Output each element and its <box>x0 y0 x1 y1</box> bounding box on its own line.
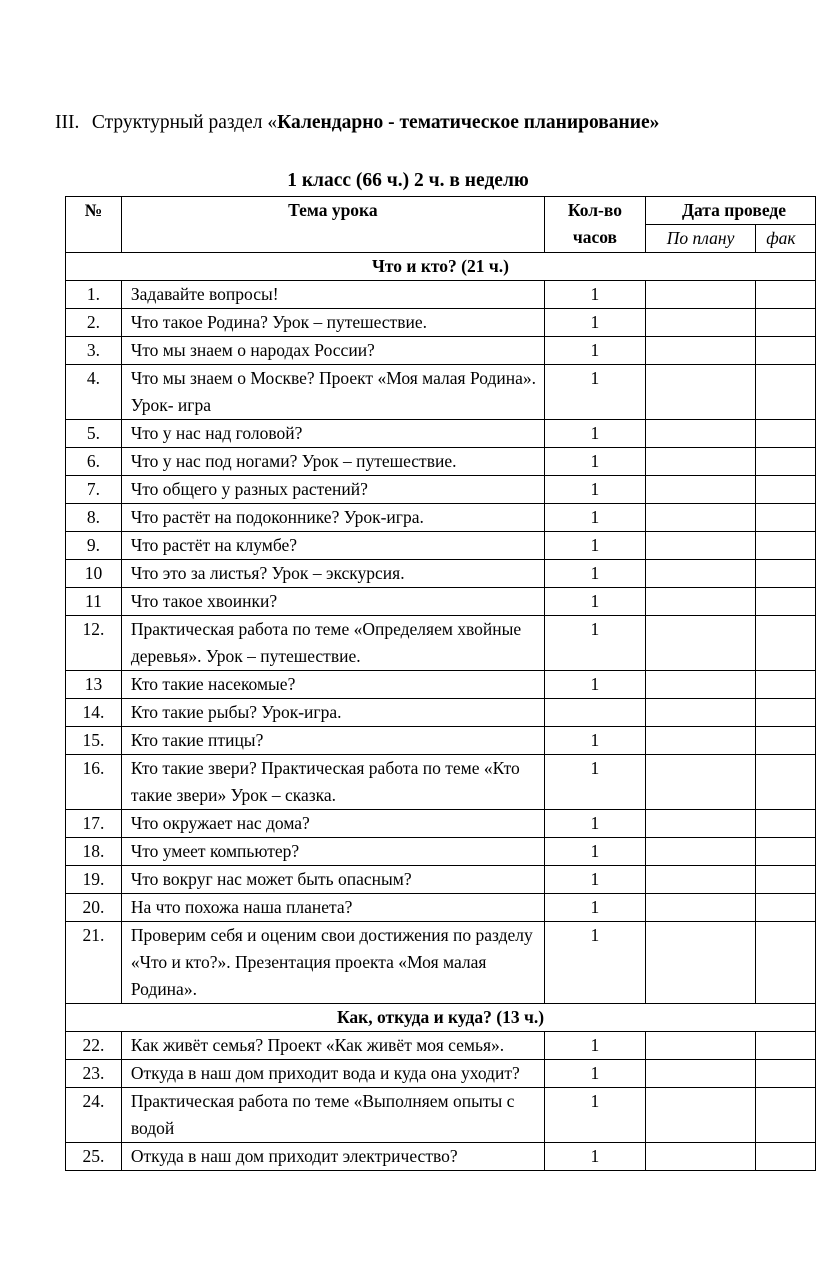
table-row <box>66 337 816 365</box>
row-topic: Что вокруг нас может быть опасным? <box>121 866 544 894</box>
row-number: 8. <box>66 504 122 532</box>
row-date-fact[interactable] <box>756 838 816 866</box>
row-number: 15. <box>66 727 122 755</box>
header-hours-line1: Кол-во <box>567 200 622 220</box>
table-row <box>66 281 816 309</box>
row-topic: Что растёт на подоконнике? Урок-игра. <box>121 504 544 532</box>
row-date-plan[interactable] <box>645 1088 755 1143</box>
row-date-plan[interactable] <box>645 504 755 532</box>
row-topic: Практическая работа по теме «Определяем хвойные деревья». Урок – путешествие. <box>121 616 544 671</box>
row-number: 16. <box>66 755 122 810</box>
row-date-fact[interactable] <box>756 699 816 727</box>
table-row <box>66 838 816 866</box>
row-number: 5. <box>66 420 122 448</box>
row-date-plan[interactable] <box>645 448 755 476</box>
row-topic: Что такое Родина? Урок – путешествие. <box>121 309 544 337</box>
row-topic: Что такое хвоинки? <box>121 588 544 616</box>
table-row <box>66 560 816 588</box>
table-row <box>66 1088 816 1143</box>
row-date-plan[interactable] <box>645 838 755 866</box>
row-topic: Откуда в наш дом приходит электричество? <box>121 1143 544 1171</box>
row-number: 18. <box>66 838 122 866</box>
page-subtitle <box>0 170 816 192</box>
row-date-plan[interactable] <box>645 420 755 448</box>
row-number: 6. <box>66 448 122 476</box>
row-topic: Как живёт семья? Проект «Как живёт моя семья». <box>121 1032 544 1060</box>
row-date-fact[interactable] <box>756 671 816 699</box>
table-row <box>66 1143 816 1171</box>
row-topic: Что умеет компьютер? <box>121 838 544 866</box>
row-hours: 1 <box>544 337 645 365</box>
section-title: Календарно - тематическое планирование» <box>277 112 660 133</box>
row-hours: 1 <box>544 894 645 922</box>
row-date-fact[interactable] <box>756 922 816 1004</box>
subtitle-text: 1 класс (66 ч.) 2 ч. в неделю <box>287 170 529 191</box>
header-hours-line2: часов <box>572 227 617 247</box>
section-row <box>66 1004 816 1032</box>
row-date-fact[interactable] <box>756 420 816 448</box>
table-row <box>66 922 816 1004</box>
table-row <box>66 894 816 922</box>
row-hours: 1 <box>544 504 645 532</box>
section-heading <box>55 112 659 134</box>
row-hours: 1 <box>544 1088 645 1143</box>
row-date-fact[interactable] <box>756 727 816 755</box>
row-number: 2. <box>66 309 122 337</box>
row-number: 3. <box>66 337 122 365</box>
row-hours: 1 <box>544 1032 645 1060</box>
row-topic: Проверим себя и оценим свои достижения по разделу «Что и кто?». Презентация проекта «Моя малая Родина». <box>121 922 544 1004</box>
row-number: 10 <box>66 560 122 588</box>
row-date-plan[interactable] <box>645 755 755 810</box>
header-topic: Тема урока <box>121 197 544 253</box>
section-number: III. <box>55 112 80 133</box>
header-row-1 <box>66 197 816 225</box>
row-number: 24. <box>66 1088 122 1143</box>
table-row <box>66 588 816 616</box>
row-date-plan[interactable] <box>645 532 755 560</box>
row-topic: Что это за листья? Урок – экскурсия. <box>121 560 544 588</box>
row-number: 9. <box>66 532 122 560</box>
row-hours: 1 <box>544 560 645 588</box>
row-hours: 1 <box>544 365 645 420</box>
row-date-plan[interactable] <box>645 894 755 922</box>
row-date-fact[interactable] <box>756 1060 816 1088</box>
row-hours: 1 <box>544 1143 645 1171</box>
row-date-fact[interactable] <box>756 448 816 476</box>
row-date-plan[interactable] <box>645 1060 755 1088</box>
row-hours: 1 <box>544 588 645 616</box>
row-date-plan[interactable] <box>645 866 755 894</box>
row-date-plan[interactable] <box>645 365 755 420</box>
row-date-fact[interactable] <box>756 810 816 838</box>
row-number: 21. <box>66 922 122 1004</box>
row-number: 22. <box>66 1032 122 1060</box>
row-date-plan[interactable] <box>645 337 755 365</box>
row-date-fact[interactable] <box>756 1143 816 1171</box>
table-row <box>66 810 816 838</box>
table-row <box>66 616 816 671</box>
table-row <box>66 504 816 532</box>
row-hours: 1 <box>544 532 645 560</box>
header-num: № <box>66 197 122 253</box>
row-hours: 1 <box>544 476 645 504</box>
row-date-fact[interactable] <box>756 616 816 671</box>
row-date-plan[interactable] <box>645 476 755 504</box>
row-hours: 1 <box>544 671 645 699</box>
table-row <box>66 699 816 727</box>
row-date-fact[interactable] <box>756 588 816 616</box>
row-date-plan[interactable] <box>645 588 755 616</box>
row-number: 11 <box>66 588 122 616</box>
table-row <box>66 365 816 420</box>
header-date: Дата проведе <box>645 197 815 225</box>
header-plan: По плану <box>645 225 755 253</box>
row-date-fact[interactable] <box>756 504 816 532</box>
row-date-fact[interactable] <box>756 894 816 922</box>
row-date-fact[interactable] <box>756 281 816 309</box>
section-title: Как, откуда и куда? (13 ч.) <box>66 1004 816 1032</box>
row-date-fact[interactable] <box>756 560 816 588</box>
row-date-fact[interactable] <box>756 866 816 894</box>
row-number: 12. <box>66 616 122 671</box>
row-hours: 1 <box>544 922 645 1004</box>
row-date-plan[interactable] <box>645 727 755 755</box>
section-prefix: Структурный раздел « <box>91 112 278 133</box>
row-number: 7. <box>66 476 122 504</box>
planning-table <box>65 196 816 1171</box>
row-date-fact[interactable] <box>756 1088 816 1143</box>
table-row <box>66 671 816 699</box>
row-hours: 1 <box>544 727 645 755</box>
row-topic: Задавайте вопросы! <box>121 281 544 309</box>
table-row <box>66 727 816 755</box>
row-hours: 1 <box>544 755 645 810</box>
row-number: 25. <box>66 1143 122 1171</box>
table-row <box>66 476 816 504</box>
row-topic: Откуда в наш дом приходит вода и куда она уходит? <box>121 1060 544 1088</box>
header-fact: фак <box>756 225 816 253</box>
row-topic: Что у нас над головой? <box>121 420 544 448</box>
table-row <box>66 532 816 560</box>
row-hours: 1 <box>544 281 645 309</box>
row-topic: Кто такие звери? Практическая работа по теме «Кто такие звери» Урок – сказка. <box>121 755 544 810</box>
row-hours: 1 <box>544 616 645 671</box>
row-date-plan[interactable] <box>645 281 755 309</box>
row-date-fact[interactable] <box>756 365 816 420</box>
row-topic: Практическая работа по теме «Выполняем опыты с водой <box>121 1088 544 1143</box>
row-number: 17. <box>66 810 122 838</box>
row-date-fact[interactable] <box>756 1032 816 1060</box>
row-number: 19. <box>66 866 122 894</box>
row-topic: Что мы знаем о Москве? Проект «Моя малая Родина». Урок- игра <box>121 365 544 420</box>
row-hours: 1 <box>544 1060 645 1088</box>
row-hours <box>544 699 645 727</box>
row-date-plan[interactable] <box>645 1143 755 1171</box>
row-hours: 1 <box>544 810 645 838</box>
row-date-plan[interactable] <box>645 309 755 337</box>
table-row <box>66 1060 816 1088</box>
table-row <box>66 309 816 337</box>
section-title: Что и кто? (21 ч.) <box>66 253 816 281</box>
row-topic: Кто такие птицы? <box>121 727 544 755</box>
row-date-fact[interactable] <box>756 532 816 560</box>
row-number: 1. <box>66 281 122 309</box>
row-date-plan[interactable] <box>645 616 755 671</box>
row-hours: 1 <box>544 866 645 894</box>
row-date-fact[interactable] <box>756 755 816 810</box>
row-number: 14. <box>66 699 122 727</box>
row-number: 20. <box>66 894 122 922</box>
row-date-plan[interactable] <box>645 671 755 699</box>
row-date-fact[interactable] <box>756 476 816 504</box>
row-hours: 1 <box>544 838 645 866</box>
row-date-fact[interactable] <box>756 337 816 365</box>
section-row <box>66 253 816 281</box>
table-row <box>66 866 816 894</box>
table-body <box>66 253 816 1171</box>
row-topic: Кто такие рыбы? Урок-игра. <box>121 699 544 727</box>
row-date-plan[interactable] <box>645 810 755 838</box>
row-number: 4. <box>66 365 122 420</box>
row-topic: Что окружает нас дома? <box>121 810 544 838</box>
row-topic: На что похожа наша планета? <box>121 894 544 922</box>
table-row <box>66 755 816 810</box>
table-row <box>66 1032 816 1060</box>
row-hours: 1 <box>544 420 645 448</box>
header-hours <box>544 197 645 253</box>
row-date-fact[interactable] <box>756 309 816 337</box>
row-hours: 1 <box>544 448 645 476</box>
row-topic: Кто такие насекомые? <box>121 671 544 699</box>
row-topic: Что мы знаем о народах России? <box>121 337 544 365</box>
row-date-plan[interactable] <box>645 922 755 1004</box>
table-row <box>66 448 816 476</box>
row-topic: Что растёт на клумбе? <box>121 532 544 560</box>
row-date-plan[interactable] <box>645 699 755 727</box>
table-row <box>66 420 816 448</box>
row-topic: Что общего у разных растений? <box>121 476 544 504</box>
row-topic: Что у нас под ногами? Урок – путешествие. <box>121 448 544 476</box>
row-hours: 1 <box>544 309 645 337</box>
row-date-plan[interactable] <box>645 1032 755 1060</box>
row-date-plan[interactable] <box>645 560 755 588</box>
row-number: 23. <box>66 1060 122 1088</box>
row-number: 13 <box>66 671 122 699</box>
